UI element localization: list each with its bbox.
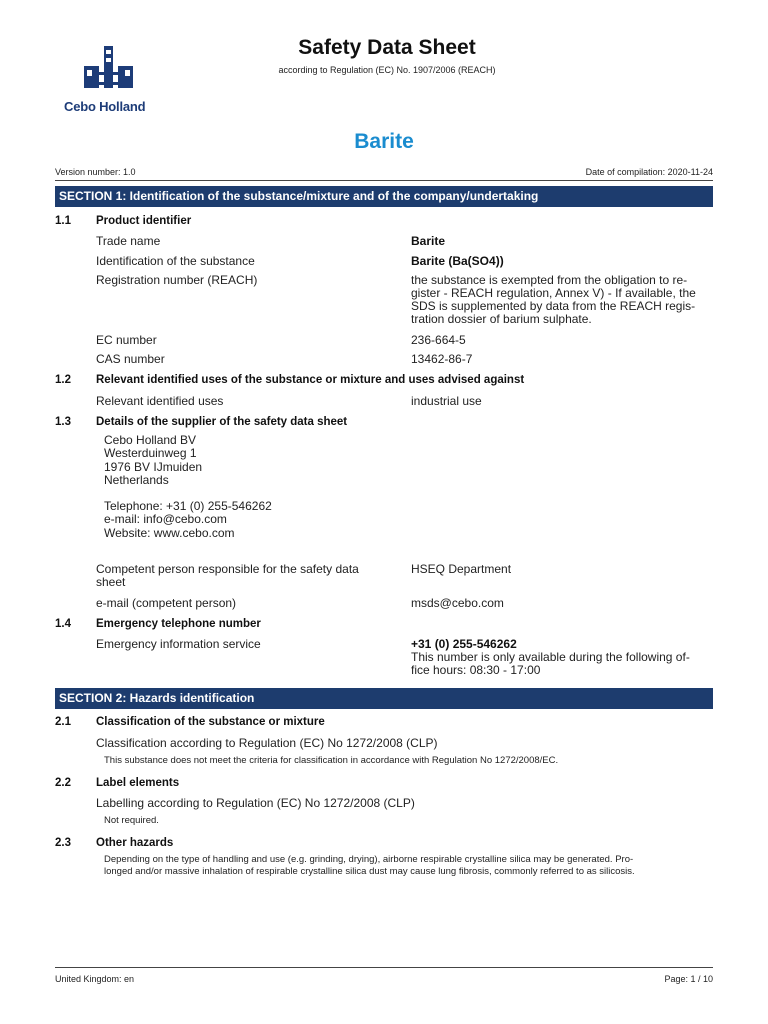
field-label: Relevant identified uses <box>96 394 224 408</box>
subsection-number: 1.2 <box>55 374 71 386</box>
subsection-title: Details of the supplier of the safety data sheet <box>96 416 348 428</box>
emergency-note <box>411 651 690 677</box>
text-line: the substance is exempted from the obligation to re- <box>411 273 688 287</box>
footer-page-number: Page: 1 / 10 <box>664 974 713 984</box>
field-label: Classification according to Regulation (EC) No 1272/2008 (CLP) <box>96 736 438 750</box>
compilation-date: Date of compilation: 2020-11-24 <box>585 167 713 177</box>
field-value: Barite <box>411 234 446 248</box>
document-subtitle: according to Regulation (EC) No. 1907/2006 (REACH) <box>278 65 496 75</box>
subsection-title: Relevant identified uses of the substance or mixture and uses advised against <box>96 374 525 386</box>
competent-person-label <box>96 563 359 589</box>
website-line: Website: www.cebo.com <box>104 525 235 540</box>
other-hazards-text <box>104 854 713 878</box>
address-line: Netherlands <box>104 472 169 487</box>
field-label: CAS number <box>96 352 165 366</box>
emergency-phone: +31 (0) 255-546262 <box>411 637 517 651</box>
field-label: e-mail (competent person) <box>96 596 237 610</box>
subsection-number: 2.2 <box>55 777 71 789</box>
text-line: Depending on the type of handling and use (e.g. grinding, drying), airborne respirable crystalline silica may be generated. Pro- <box>104 854 634 865</box>
footer-divider <box>55 967 713 968</box>
document-title: Safety Data Sheet <box>298 36 476 59</box>
field-value: Barite (Ba(SO4)) <box>411 254 504 268</box>
classification-text: This substance does not meet the criteria for classification in accordance with Regulation No 1272/2008/EC. <box>104 755 559 766</box>
logo-wordmark: Cebo Holland <box>64 99 146 114</box>
field-value: industrial use <box>411 394 482 408</box>
subsection-number: 2.1 <box>55 716 71 728</box>
text-line: This number is only available during the following of- <box>411 650 690 664</box>
text-line: Competent person responsible for the safety data <box>96 562 359 576</box>
subsection-title: Classification of the substance or mixture <box>96 716 325 728</box>
section-1-header: SECTION 1: Identification of the substance/mixture and of the company/undertaking <box>55 186 713 207</box>
supplier-address <box>104 434 202 487</box>
subsection-title: Product identifier <box>96 215 192 227</box>
footer-locale: United Kingdom: en <box>55 974 135 984</box>
field-value: HSEQ Department <box>411 562 512 576</box>
text-line: fice hours: 08:30 - 17:00 <box>411 663 541 677</box>
version-number: Version number: 1.0 <box>55 167 136 177</box>
subsection-number: 1.4 <box>55 618 71 630</box>
field-value: 236-664-5 <box>411 333 466 347</box>
phone-line: Telephone: +31 (0) 255-546262 <box>104 499 272 513</box>
email-line: e-mail: info@cebo.com <box>104 512 227 527</box>
labelling-text: Not required. <box>104 815 159 826</box>
section-2-header: SECTION 2: Hazards identification <box>55 688 713 709</box>
subsection-title: Emergency telephone number <box>96 618 261 630</box>
field-value: 13462-86-7 <box>411 352 473 366</box>
text-line: tration dossier of barium sulphate. <box>411 312 592 326</box>
subsection-number: 2.3 <box>55 837 71 849</box>
subsection-title: Other hazards <box>96 837 174 849</box>
registration-note <box>411 274 696 326</box>
address-line: Westerduinweg 1 <box>104 446 197 461</box>
address-line: Cebo Holland BV <box>104 433 197 447</box>
product-title: Barite <box>354 130 414 153</box>
subsection-number: 1.3 <box>55 416 71 428</box>
text-line: longed and/or massive inhalation of respirable crystalline silica dust may cause lung fibrosis, commonly referred to as silicosis. <box>104 866 635 877</box>
supplier-contact <box>104 500 272 540</box>
field-label: Identification of the substance <box>96 254 255 268</box>
address-line: 1976 BV IJmuiden <box>104 459 203 474</box>
text-line: gister - REACH regulation, Annex V) - If available, the <box>411 286 696 300</box>
field-label: Trade name <box>96 234 161 248</box>
field-label: Emergency information service <box>96 637 261 651</box>
text-line: SDS is supplemented by data from the REACH regis- <box>411 299 696 313</box>
text-line: sheet <box>96 575 126 589</box>
field-label: Registration number (REACH) <box>96 273 258 287</box>
field-label: Labelling according to Regulation (EC) No 1272/2008 (CLP) <box>96 796 415 810</box>
field-value: msds@cebo.com <box>411 596 504 610</box>
subsection-number: 1.1 <box>55 215 71 227</box>
header-divider <box>55 180 713 181</box>
subsection-title: Label elements <box>96 777 180 789</box>
field-label: EC number <box>96 333 157 347</box>
